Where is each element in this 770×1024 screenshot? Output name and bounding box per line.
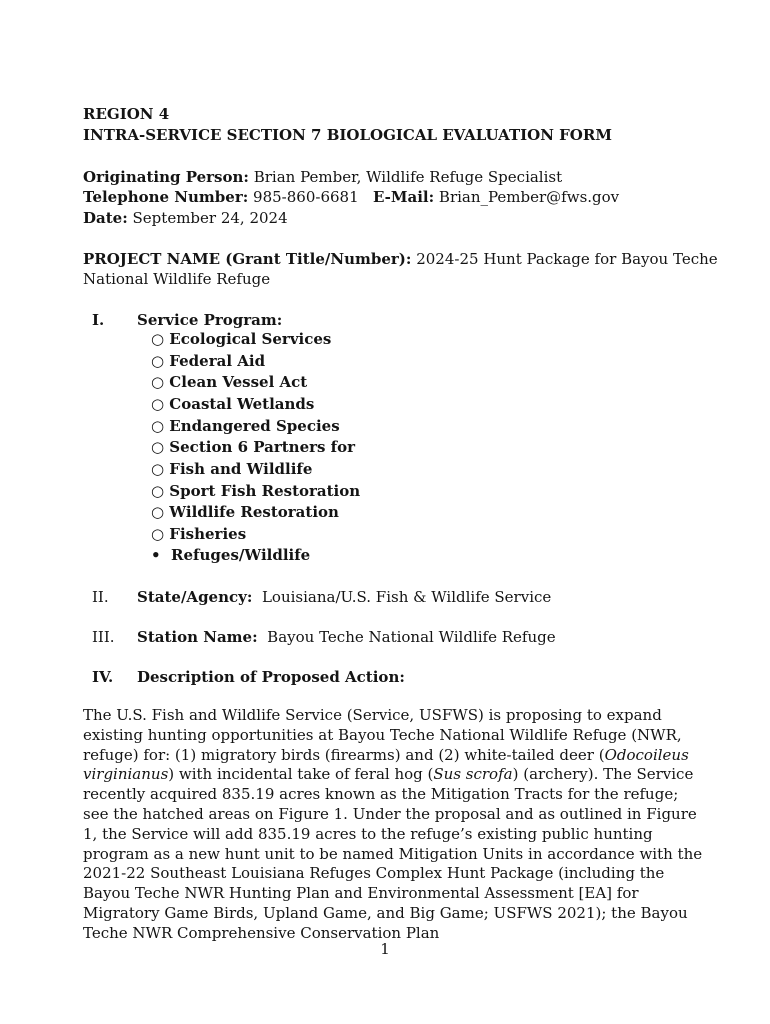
project-name-value-cont: National Wildlife Refuge	[83, 270, 271, 288]
state-agency-value: Louisiana/U.S. Fish & Wildlife Service	[261, 588, 552, 606]
program-option: ○ Coastal Wetlands	[151, 395, 315, 413]
originating-person-value: Brian Pember, Wildlife Refuge Specialist	[253, 168, 563, 186]
program-option: ○ Fisheries	[151, 525, 247, 543]
originating-person-line	[83, 167, 562, 187]
program-option-selected	[151, 545, 310, 565]
station-name-label: Station Name:	[137, 628, 258, 646]
section-ii-line	[137, 587, 551, 607]
section-i-title: Service Program:	[137, 311, 283, 329]
state-agency-label: State/Agency:	[137, 588, 253, 606]
section-iii-numeral: III.	[92, 628, 115, 646]
section-i-numeral: I.	[92, 311, 105, 329]
project-name-line	[83, 249, 718, 269]
date-value: September 24, 2024	[132, 209, 288, 227]
selected-program: Refuges/Wildlife	[171, 546, 311, 564]
contact-line	[83, 187, 619, 207]
program-option: ○ Wildlife Restoration	[151, 503, 339, 521]
program-option: ○ Section 6 Partners for	[151, 438, 356, 456]
program-option: ○ Clean Vessel Act	[151, 373, 308, 391]
date-label: Date:	[83, 209, 128, 227]
section-iii-line	[137, 627, 556, 647]
telephone-label: Telephone Number:	[83, 188, 249, 206]
program-option: ○ Sport Fish Restoration	[151, 482, 361, 500]
station-name-value: Bayou Teche National Wildlife Refuge	[267, 628, 556, 646]
program-option: ○ Federal Aid	[151, 352, 266, 370]
species-name: Sus scrofa	[433, 765, 513, 784]
region-heading: REGION 4	[83, 105, 170, 123]
email-label: E-Mail:	[372, 188, 435, 206]
program-option: ○ Endangered Species	[151, 417, 340, 435]
section-ii-numeral: II.	[92, 588, 109, 606]
description-text: The U.S. Fish and Wildlife Service (Service, USFWS) is proposing to expand existing hunting opportunities at Bayou Teche National Wildlife Refuge (NWR, refuge) for: (1) migratory birds (firearms) and (2) white-tailed deer (	[83, 706, 682, 764]
originating-person-label: Originating Person:	[83, 168, 249, 186]
telephone-value: 985-860-6681	[253, 188, 359, 206]
date-line	[83, 208, 288, 228]
program-option: ○ Fish and Wildlife	[151, 460, 313, 478]
project-name-value: 2024-25 Hunt Package for Bayou Teche	[416, 250, 718, 268]
description-paragraph	[83, 706, 705, 944]
project-name-label: PROJECT NAME (Grant Title/Number):	[83, 250, 412, 268]
bullet-icon: •	[151, 546, 161, 564]
section-iv-title: Description of Proposed Action:	[137, 668, 405, 686]
description-text: ) (archery). The Service recently acquired 835.19 acres known as the Mitigation Tracts for the refuge; see the hatched areas on Figure 1. Under the proposal and as outlined in Figure 1, the Service will add 835.19 acres to the refuge’s existing public hunting program as a new hunt unit to be named Mitigation Units in accordance with the 2021-22 Southeast Louisiana Refuges Complex Hunt Package (including the Bayou Teche NWR Hunting Plan and Environmental Assessment [EA] for Migratory Game Birds, Upland Game, and Big Game; USFWS 2021); the Bayou Teche NWR Comprehensive Conservation Plan	[83, 765, 703, 942]
section-iv-numeral: IV.	[92, 668, 114, 686]
species-name: Odocoileus virginianus	[83, 745, 689, 784]
program-option: ○ Ecological Services	[151, 330, 332, 348]
page-number: 1	[380, 940, 390, 958]
description-text: ) with incidental take of feral hog (	[168, 765, 434, 784]
email-value: Brian_Pember@fws.gov	[438, 188, 620, 206]
form-title: INTRA-SERVICE SECTION 7 BIOLOGICAL EVALUATION FORM	[83, 126, 612, 144]
